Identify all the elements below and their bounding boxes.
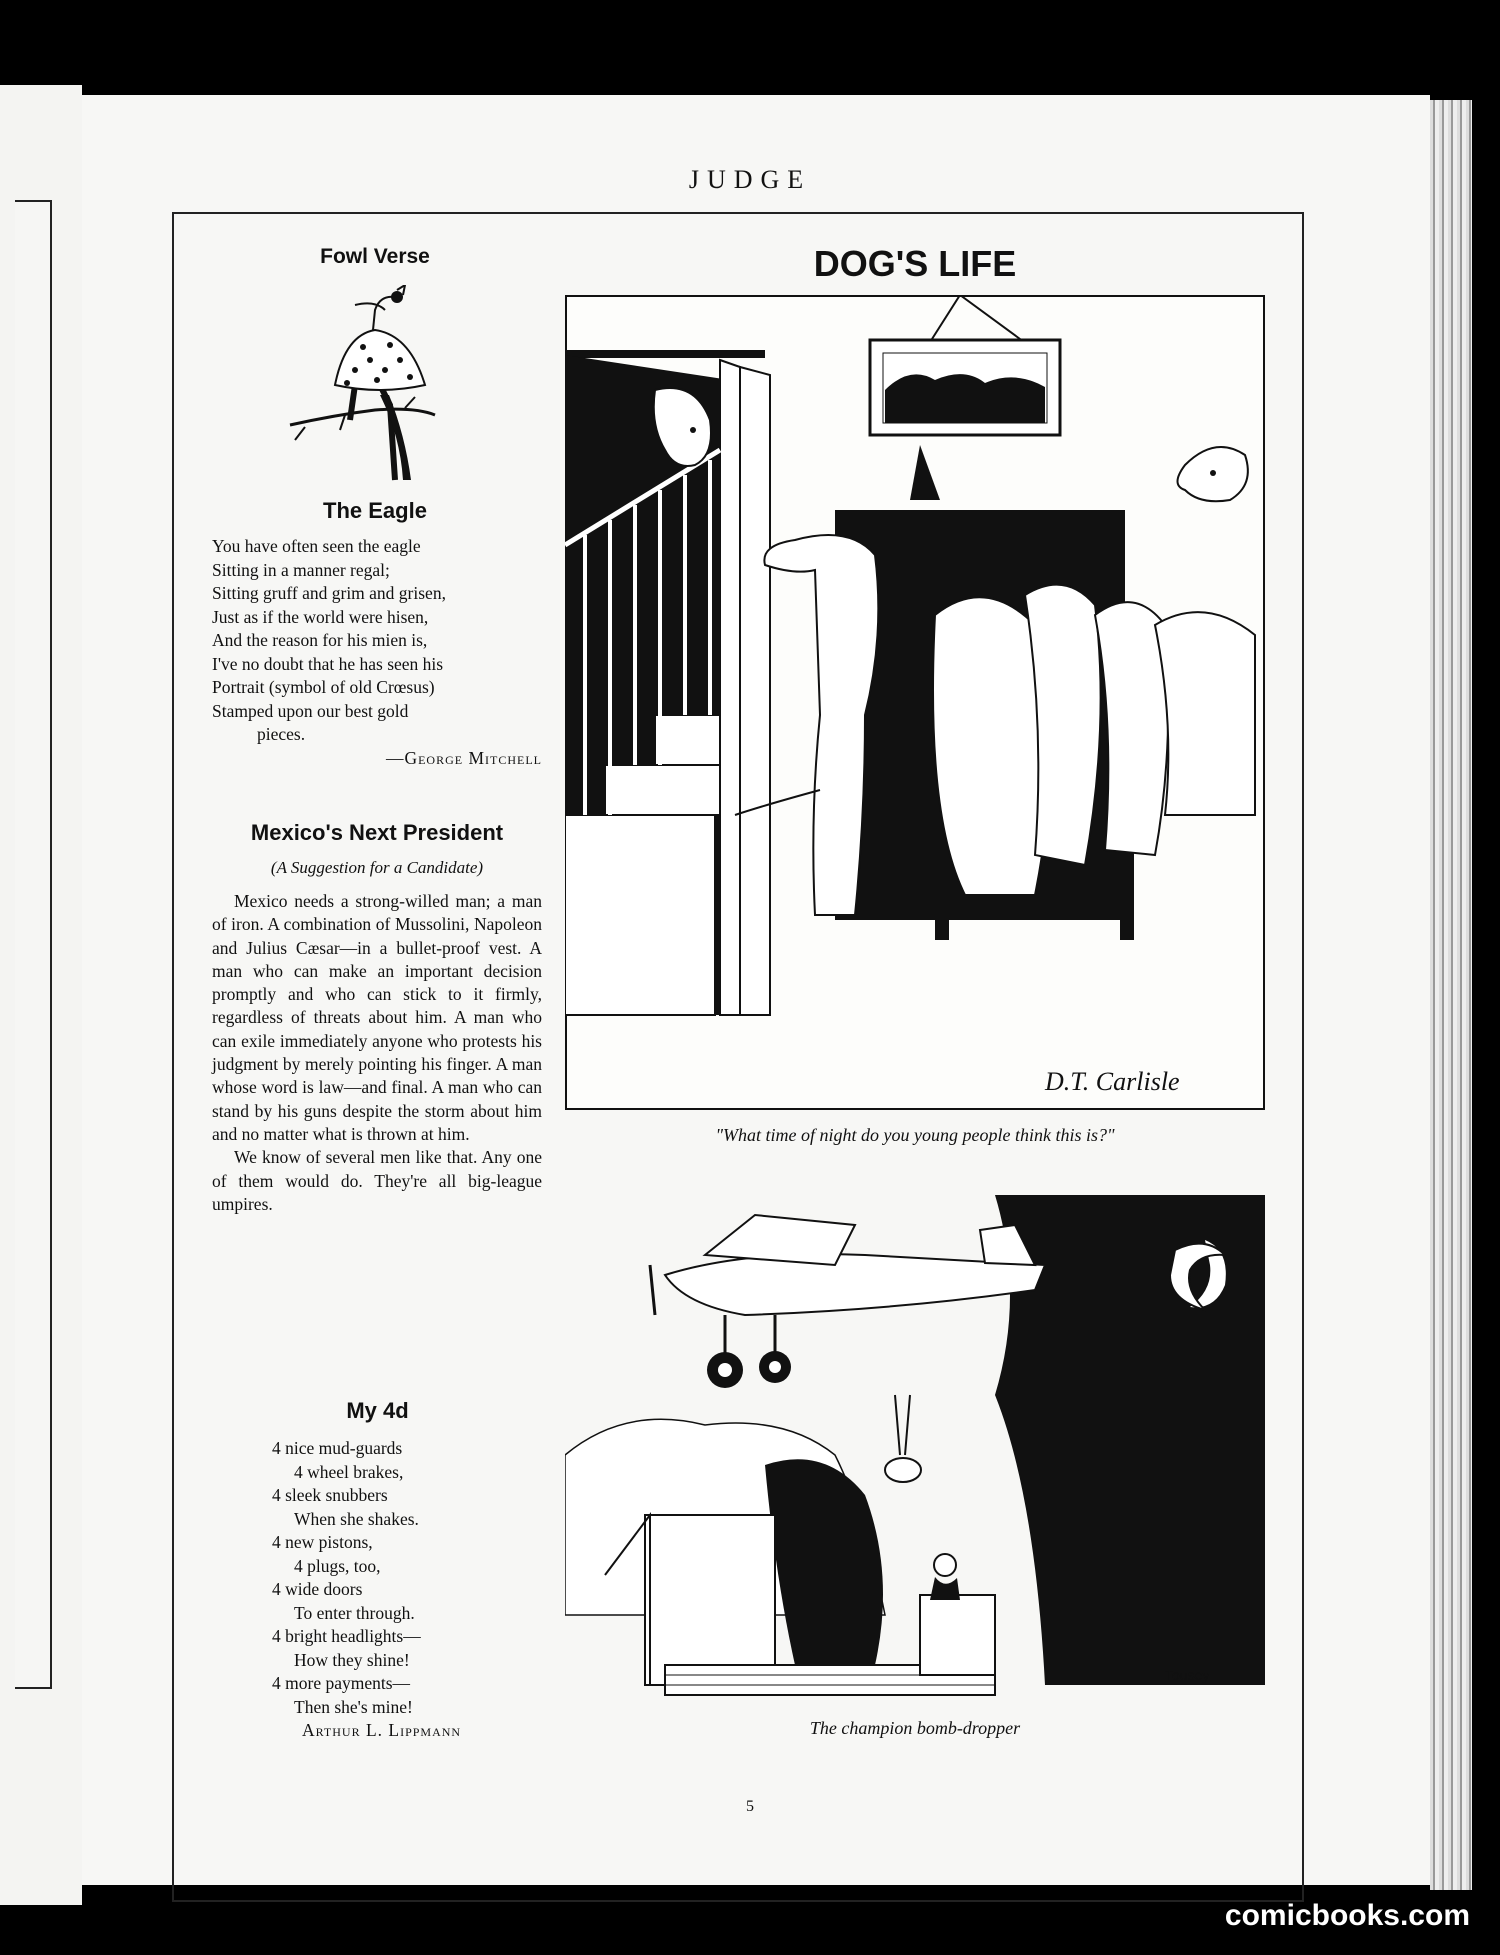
- poem-line: Then she's mine!: [294, 1696, 413, 1717]
- poem-line: You have often seen the eagle: [212, 536, 421, 556]
- dogs-life-title: DOG'S LIFE: [813, 243, 1017, 284]
- poem-line: 4 nice mud-guards: [272, 1438, 403, 1458]
- poem-line: 4 sleek snubbers: [272, 1485, 388, 1505]
- article-paragraph: We know of several men like that. Any one of them would do. They're all big-league umpires.: [212, 1147, 542, 1214]
- article-paragraph: Mexico needs a strong-willed man; a man of iron. A combination of Mussolini, Napoleon and Julius Cæsar—in a bullet-proof vest. A man who can make an important decision promptly and who can stick to it firmly, regardless of threats about him. A man who can exile immediately anyone who protests his judgment by merely pointing his finger. A man whose word is law—and final. A man who can stand by his guns despite the storm about him and no matter what is thrown at him.: [212, 891, 542, 1144]
- poem-line: And the reason for his mien is,: [212, 630, 428, 650]
- dogs-life-caption: "What time of night do you young people think this is?": [715, 1125, 1115, 1145]
- poem-line: I've no doubt that he has seen his: [212, 653, 444, 674]
- poem-line: pieces.: [257, 724, 306, 744]
- poem-line: Sitting gruff and grim and grisen,: [212, 583, 446, 603]
- dogs-life-cartoon: [565, 295, 1265, 1110]
- poem-line: When she shakes.: [294, 1508, 419, 1529]
- mexico-title: Mexico's Next President: [250, 820, 504, 845]
- page-edges: [1430, 100, 1472, 1890]
- bomb-caption: The champion bomb-dropper: [809, 1718, 1021, 1738]
- eagle-title: The Eagle: [323, 498, 427, 523]
- left-page-illustration-edge: [15, 200, 52, 1689]
- eagle-author: —George Mitchell: [385, 747, 542, 768]
- poem-line: Sitting in a manner regal;: [212, 559, 390, 580]
- my4d-title: My 4d: [346, 1398, 409, 1423]
- poem-line: How they shine!: [294, 1649, 410, 1670]
- poem-line: 4 bright headlights—: [272, 1626, 421, 1646]
- mexico-article: [212, 890, 542, 1216]
- poem-line: 4 wheel brakes,: [294, 1461, 404, 1482]
- watermark: comicbooks.com: [1224, 1899, 1470, 1932]
- poem-line: 4 wide doors: [272, 1579, 363, 1599]
- poem-line: 4 more payments—: [272, 1673, 411, 1693]
- my4d-poem: [272, 1437, 542, 1743]
- poem-line: Just as if the world were hisen,: [212, 606, 429, 627]
- magazine-title: JUDGE: [688, 165, 812, 194]
- poem-line: 4 plugs, too,: [294, 1555, 381, 1576]
- poem-line: 4 new pistons,: [272, 1532, 373, 1552]
- poem-line: Portrait (symbol of old Crœsus): [212, 677, 435, 697]
- bomb-signature: Tousey: [1165, 1667, 1210, 1683]
- bomb-dropper-cartoon: [565, 1195, 1265, 1715]
- poem-line: To enter through.: [294, 1602, 415, 1623]
- my4d-author: Arthur L. Lippmann: [302, 1720, 462, 1740]
- mexico-subtitle: (A Suggestion for a Candidate): [270, 858, 484, 877]
- page-number: 5: [746, 1798, 754, 1815]
- fowl-verse-heading: Fowl Verse: [320, 245, 430, 268]
- dogs-life-signature: D.T. Carlisle: [1045, 1067, 1180, 1096]
- poem-line: Stamped upon our best gold: [212, 700, 409, 721]
- eagle-illustration: [285, 285, 460, 485]
- eagle-poem: [212, 535, 542, 770]
